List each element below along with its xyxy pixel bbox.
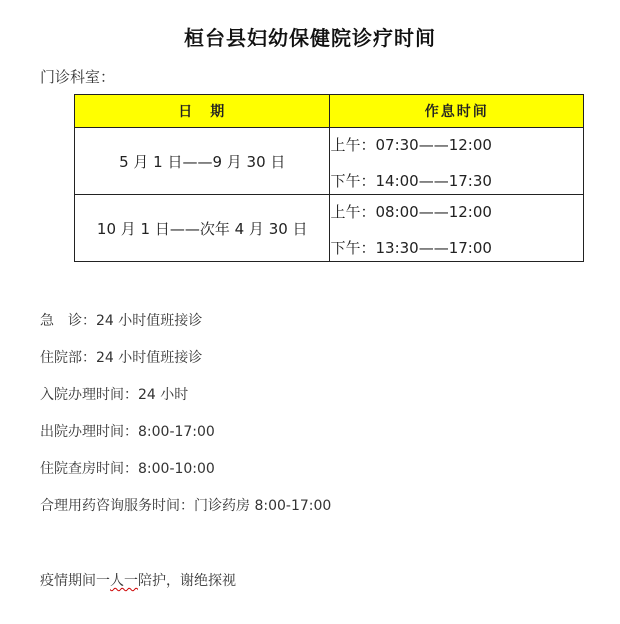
header-time: 作息时间	[330, 95, 584, 128]
morning-hours: 上午：08:00——12:00	[330, 203, 492, 221]
section-label-outpatient: 门诊科室：	[40, 68, 116, 86]
header-date: 日 期	[75, 95, 330, 128]
afternoon-hours: 下午：14:00——17:30	[330, 172, 492, 190]
notice-text-end: 陪护，谢绝探视	[138, 573, 236, 589]
afternoon-hours: 下午：13:30——17:00	[330, 239, 492, 257]
table-header-row	[75, 95, 584, 128]
note-inpatient: 住院部：24 小时值班接诊	[40, 350, 203, 366]
epidemic-notice	[40, 570, 236, 590]
note-pharmacy: 合理用药咨询服务时间：门诊药房 8:00-17:00	[40, 498, 332, 514]
date-range-cell: 5 月 1 日——9 月 30 日	[75, 128, 330, 195]
note-emergency: 急 诊：24 小时值班接诊	[40, 313, 203, 329]
note-admission: 入院办理时间：24 小时	[40, 387, 189, 403]
morning-hours: 上午：07:30——12:00	[330, 136, 492, 154]
notice-text-start: 疫情期间一	[40, 573, 110, 589]
table-row	[75, 128, 584, 195]
note-discharge: 出院办理时间：8:00-17:00	[40, 424, 215, 440]
hours-cell	[330, 195, 584, 262]
date-range-cell: 10 月 1 日——次年 4 月 30 日	[75, 195, 330, 262]
note-ward-rounds: 住院查房时间：8:00-10:00	[40, 461, 215, 477]
hours-cell	[330, 128, 584, 195]
schedule-table	[74, 94, 584, 262]
table-row	[75, 195, 584, 262]
service-notes	[40, 309, 331, 531]
page-title: 桓台县妇幼保健院诊疗时间	[184, 26, 436, 50]
spellcheck-flagged-text[interactable]: 人一	[110, 573, 138, 589]
